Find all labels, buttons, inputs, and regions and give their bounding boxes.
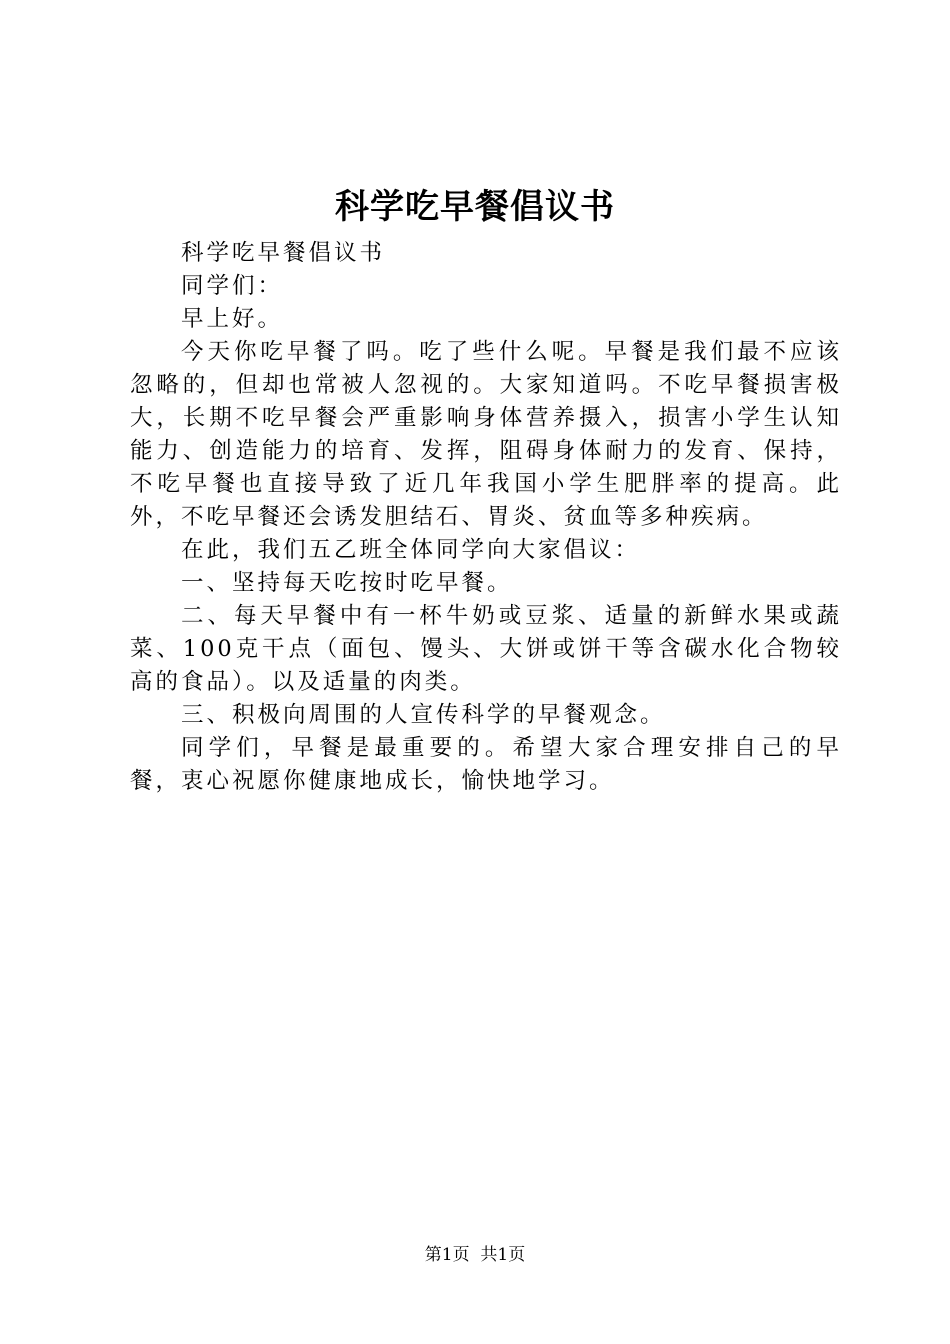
paragraph-greeting: 早上好。 [181,306,284,332]
paragraph-proposal-lead: 在此，我们五乙班全体同学向大家倡议： [181,537,641,563]
paragraph-salutation: 同学们： [181,273,284,299]
paragraph-intro: 今天你吃早餐了吗。吃了些什么呢。早餐是我们最不应该忽略的，但却也常被人忽视的。大家知道吗。不吃早餐损害极大，长期不吃早餐会严重影响身体营养摄入，损害小学生认知能力、创造能力的培育、发挥，阻碍身体耐力的发育、保持，不吃早餐也直接导致了近几年我国小学生肥胖率的提高。此外，不吃早餐还会诱发胆结石、胃炎、贫血等多种疾病。 [130,339,842,530]
paragraph-proposal-2: 二、每天早餐中有一杯牛奶或豆浆、适量的新鲜水果或蔬菜、100克干点（面包、馒头、大饼或饼干等含碳水化合物较高的食品）。以及适量的肉类。 [130,603,842,695]
page-footer [0,1240,950,1270]
paragraph-proposal-3: 三、积极向周围的人宣传科学的早餐观念。 [181,702,666,728]
paragraph-proposal-1: 一、坚持每天吃按时吃早餐。 [181,570,513,596]
document-title: 科学吃早餐倡议书 [335,187,615,227]
document-body [130,237,842,798]
paragraph-closing: 同学们，早餐是最重要的。希望大家合理安排自己的早餐，衷心祝愿你健康地成长，愉快地学习。 [130,735,842,794]
page-number: 第1页 [424,1245,470,1265]
page-total: 共1页 [480,1245,526,1265]
paragraph-subtitle: 科学吃早餐倡议书 [181,240,386,266]
